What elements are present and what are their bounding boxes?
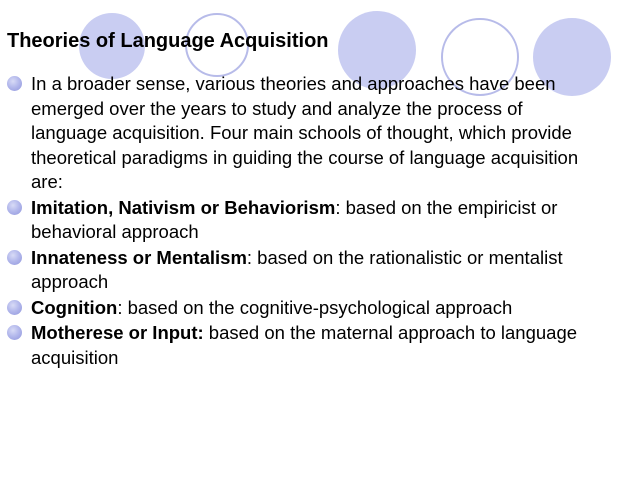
circle-bullet-icon: [7, 76, 22, 91]
theory-description: based on the maternal approach to language acquisition: [31, 322, 578, 368]
theory-term: Motherese or Input:: [31, 322, 204, 343]
circle-bullet-icon: [7, 300, 22, 315]
theory-term: Innateness or Mentalism: [31, 246, 247, 268]
circle-bullet-icon: [7, 250, 22, 265]
intro-text: In a broader sense, various theories and approaches have been emerged over the years to study and analyze the process of language acquisition. Four main schools of thought, which provide theoretical paradigms in guiding the course of language acquisition are:: [31, 73, 579, 192]
bullet-list: [0, 72, 640, 371]
theory-description: : based on the empiricist or behavioral approach: [31, 196, 558, 242]
theory-description: : based on the cognitive-psychological approach: [117, 296, 513, 318]
circle-bullet-icon: [7, 200, 22, 215]
slide-title: Theories of Language Acquisition: [7, 30, 329, 52]
theory-bullet-mentalism: [0, 246, 640, 295]
theory-term: Imitation, Nativism or Behaviorism: [31, 196, 336, 218]
intro-bullet: [0, 72, 640, 195]
theory-term: Cognition: [31, 296, 118, 318]
theory-bullet-cognition: [0, 296, 640, 321]
circle-bullet-icon: [7, 325, 22, 340]
theory-bullet-behaviorism: [0, 196, 640, 245]
theory-description: : based on the rationalistic or mentalist approach: [31, 246, 563, 292]
theory-bullet-motherese: [0, 321, 640, 370]
